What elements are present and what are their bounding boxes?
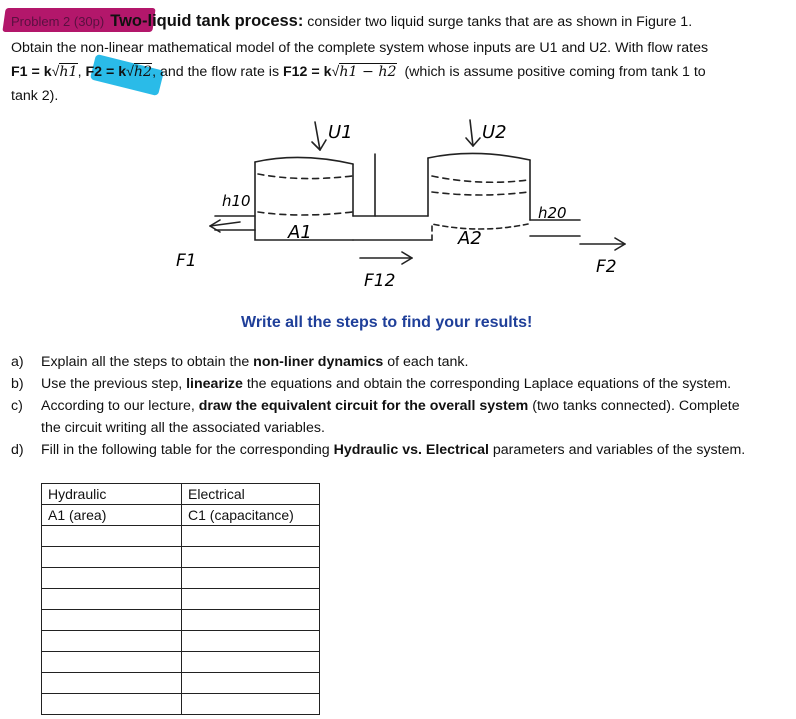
problem-tag: Problem 2 (30p) [11, 14, 105, 29]
table-row [42, 547, 320, 568]
table-cell: A1 (area) [42, 505, 182, 526]
formula-tail: (which is assume positive coming from tank 1 to [404, 64, 706, 80]
f12-label: F12 [364, 271, 396, 291]
a2-label: A2 [458, 228, 482, 249]
f2-arg: h2 [133, 64, 153, 80]
problem-line-2: Obtain the non-linear mathematical model of the complete system whose inputs are U1 and U2. With flow rates [11, 40, 709, 56]
table-row [42, 568, 320, 589]
table-cell[interactable] [42, 652, 182, 673]
table-cell[interactable] [42, 673, 182, 694]
sqrt-symbol: √ [331, 64, 340, 80]
tank1-surface [258, 174, 352, 179]
f12-formula: F12 = k [283, 64, 332, 80]
flow-rate-formulas: F1 = k√h1, F2 = k√h2, and the flow rate is F12 = k√h1 − h2 (which is assume positive coming from tank 1 to [11, 64, 706, 80]
question-c-continued: the circuit writing all the associated variables. [41, 420, 325, 436]
table-cell[interactable] [182, 694, 320, 715]
formula-mid: , and the flow rate is [152, 64, 283, 80]
tank2-top [428, 153, 530, 160]
instruction-text: Write all the steps to find your results! [241, 314, 533, 331]
table-cell[interactable] [42, 610, 182, 631]
table-cell[interactable] [42, 526, 182, 547]
f2-label: F2 [596, 257, 617, 277]
h20-label: h20 [538, 204, 567, 222]
f1-label: F1 [176, 251, 197, 271]
f1-formula: F1 = k [11, 64, 52, 80]
table-cell[interactable] [42, 547, 182, 568]
table-cell[interactable] [182, 652, 320, 673]
table-cell[interactable] [182, 526, 320, 547]
table-row [42, 631, 320, 652]
hydraulic-electrical-table [41, 483, 320, 715]
table-cell[interactable] [42, 631, 182, 652]
table-cell[interactable] [182, 547, 320, 568]
tank1-level [258, 212, 352, 215]
table-row [42, 652, 320, 673]
f2-formula: F2 = k [85, 64, 127, 80]
table-header-hydraulic: Hydraulic [42, 484, 182, 505]
table-cell[interactable] [42, 589, 182, 610]
problem-intro: consider two liquid surge tanks that are as shown in Figure 1. [303, 14, 693, 30]
table-row [42, 505, 320, 526]
table-row [42, 589, 320, 610]
a1-label: A1 [288, 222, 312, 243]
problem-line-4: tank 2). [11, 88, 59, 104]
question-d: d) Fill in the following table for the corresponding Hydraulic vs. Electrical parameters and variables of the system. [11, 442, 746, 458]
table-cell[interactable] [182, 589, 320, 610]
table-header-electrical: Electrical [182, 484, 320, 505]
two-tank-figure [170, 112, 640, 302]
pipe-left-riser [353, 154, 375, 216]
table-cell[interactable] [182, 568, 320, 589]
table-cell: C1 (capacitance) [182, 505, 320, 526]
table-cell[interactable] [182, 673, 320, 694]
table-row [42, 694, 320, 715]
problem-title: Two-liquid tank process: [110, 12, 304, 30]
sqrt-symbol: √ [51, 64, 60, 80]
table-cell[interactable] [42, 694, 182, 715]
question-a: a) Explain all the steps to obtain the non-liner dynamics of each tank. [11, 354, 469, 370]
u2-label: U2 [482, 122, 507, 143]
table-header-row [42, 484, 320, 505]
table-cell[interactable] [182, 631, 320, 652]
f1-arg: h1 [59, 64, 78, 80]
sqrt-symbol: √ [126, 64, 134, 80]
table-row [42, 526, 320, 547]
table-cell[interactable] [182, 610, 320, 631]
problem-heading-line [11, 11, 692, 32]
table-row [42, 610, 320, 631]
h10-label: h10 [222, 192, 251, 210]
question-c: c) According to our lecture, draw the equivalent circuit for the overall system (two tanks connected). Complete [11, 398, 740, 414]
u1-label: U1 [328, 122, 353, 143]
table-row [42, 673, 320, 694]
tank2-surface [432, 176, 528, 182]
f12-arg: h1 − h2 [339, 64, 397, 80]
question-b: b) Use the previous step, linearize the equations and obtain the corresponding Laplace equations of the system. [11, 376, 732, 392]
tank1-top [255, 157, 353, 164]
table-cell[interactable] [42, 568, 182, 589]
